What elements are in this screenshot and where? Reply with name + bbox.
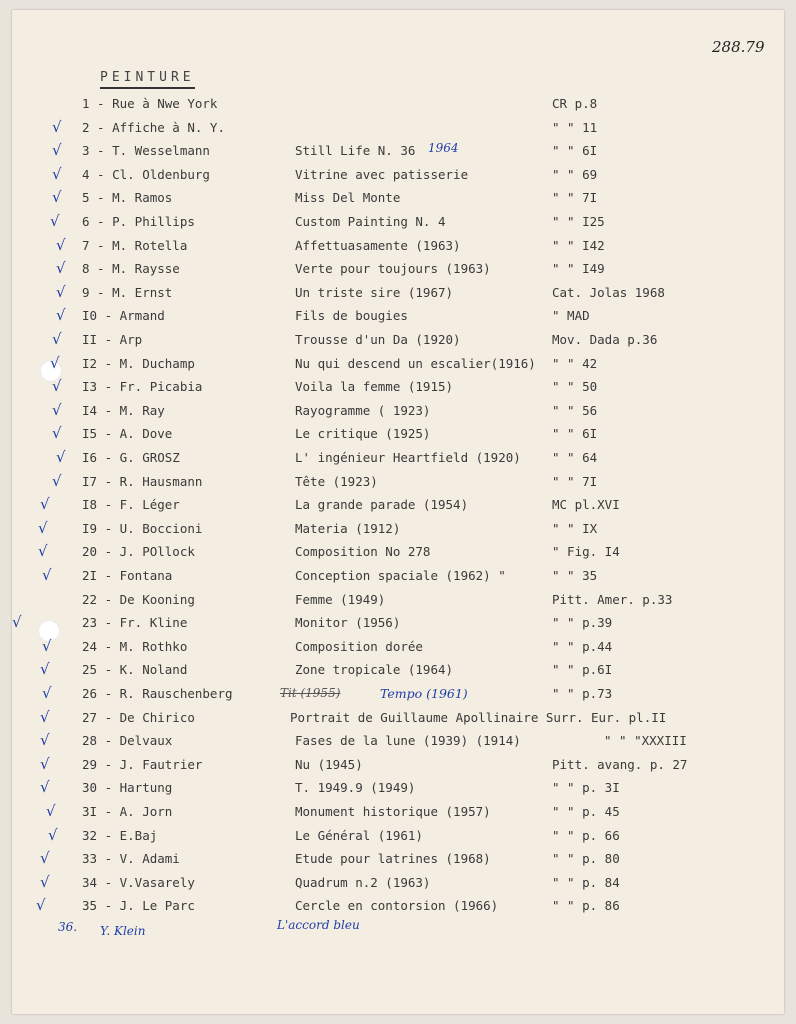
artist-name: 28 - Delvaux [82,733,173,749]
source-reference: " " 11 [552,119,598,135]
check-mark: √ [36,896,46,915]
list-item [12,143,784,167]
handwritten-item-36-title: L'accord bleu [277,918,360,932]
artist-name: 25 - K. Noland [82,662,188,678]
list-item [12,214,784,238]
check-mark: √ [52,424,62,443]
check-mark: √ [40,754,50,773]
artist-name: 29 - J. Fautrier [82,756,203,772]
list-item [12,261,784,285]
source-reference: Pitt. Amer. p.33 [552,591,673,607]
source-reference: " " 64 [552,450,598,465]
source-reference: Mov. Dada p.36 [552,332,658,347]
artwork-title: Tempo (1961) [380,686,468,701]
source-reference: " " p.39 [552,615,613,631]
artwork-title: La grande parade (1954) [295,497,469,513]
check-mark: √ [46,802,56,820]
source-reference: " " 6I [552,426,598,442]
artist-name: 26 - R. Rauschenberg [82,686,233,701]
list-item [12,780,784,804]
artist-name: 5 - M. Ramos [82,190,173,206]
check-mark: √ [40,495,50,514]
artwork-title: Verte pour toujours (1963) [295,261,491,277]
check-mark: √ [50,212,60,230]
artist-name: 1 - Rue à Nwe York [82,96,218,111]
artwork-title: Trousse d'un Da (1920) [295,332,461,347]
artwork-title: Quadrum n.2 (1963) [295,874,431,890]
list-item [12,332,784,356]
check-mark: √ [48,825,58,844]
check-mark: √ [52,141,62,160]
list-item [12,544,784,568]
artist-name: 20 - J. POllock [82,544,195,560]
artwork-title: Nu qui descend un escalier(1916) [295,355,536,371]
list-item [12,733,784,757]
handwritten-year-wesselmann: 1964 [428,141,459,155]
list-item [12,686,784,710]
artist-name: 6 - P. Phillips [82,214,195,229]
check-mark: √ [50,353,60,372]
list-item [12,471,784,498]
artwork-title: Monument historique (1957) [295,804,491,819]
artist-name: 2I - Fontana [82,568,173,583]
check-mark: √ [12,613,22,632]
list-item [12,190,784,214]
check-mark: √ [52,377,62,396]
source-reference: " " p.6I [552,662,613,678]
list-item [12,497,784,521]
list-item [12,117,784,144]
artwork-title: Le Général (1961) [295,827,423,843]
source-reference: " " 6I [552,143,598,159]
artwork-title: Le critique (1925) [295,426,431,442]
artist-name: I2 - M. Duchamp [82,355,195,371]
check-mark: √ [56,282,66,301]
check-mark: √ [40,660,50,679]
artist-name: 32 - E.Baj [82,827,158,843]
artwork-title: Tête (1923) [295,473,378,489]
artist-name: I0 - Armand [82,308,165,324]
check-mark: √ [52,117,62,136]
check-mark: √ [42,684,52,702]
list-item [12,450,784,474]
list-item [12,164,784,191]
check-mark: √ [42,636,52,655]
check-mark: √ [40,707,50,726]
source-reference: " " p.73 [552,686,613,701]
check-mark: √ [38,542,48,561]
source-reference: " " I42 [552,237,605,253]
check-mark: √ [38,518,48,537]
artwork-title: Vitrine avec patisserie [295,166,469,182]
check-mark: √ [42,566,52,584]
source-reference: " " IX [552,520,598,536]
artwork-title: Fils de bougies [295,308,408,324]
artwork-title: Nu (1945) [295,756,363,772]
artwork-title: Composition dorée [295,638,423,654]
artist-name: 3 - T. Wesselmann [82,143,210,159]
list-item [12,518,784,545]
artist-name: I9 - U. Boccioni [82,520,203,536]
source-reference: " " p.44 [552,638,613,654]
check-mark: √ [56,306,66,325]
artist-name: 23 - Fr. Kline [82,615,188,631]
check-mark: √ [52,164,62,183]
artwork-title: Rayogramme ( 1923) [295,402,431,418]
artwork-title: Femme (1949) [295,591,386,607]
check-mark: √ [40,731,50,750]
list-item [12,754,784,781]
source-reference: " " p. 45 [552,804,620,819]
list-item [12,662,784,686]
artist-name: I6 - G. GROSZ [82,450,180,465]
artist-name: I3 - Fr. Picabia [82,379,203,395]
list-item [12,592,784,616]
source-reference: " " 50 [552,379,598,395]
artist-name: 27 - De Chirico [82,709,195,725]
artwork-title: Voila la femme (1915) [295,379,454,395]
artwork-title: Portrait de Guillaume Apollinaire Surr. Eur. pl.II [290,709,667,725]
artwork-title: Fases de la lune (1939) (1914) [295,733,521,749]
source-reference: " " I49 [552,261,605,277]
artist-name: 35 - J. Le Parc [82,898,195,914]
artist-name: 34 - V.Vasarely [82,874,195,890]
source-reference: " Fig. I4 [552,544,620,560]
artwork-title: L' ingénieur Heartfield (1920) [295,450,521,465]
artwork-title: Etude pour latrines (1968) [295,851,491,867]
list-item [12,898,784,922]
check-mark: √ [52,188,62,207]
source-reference: " " p. 3I [552,780,620,796]
artwork-title: Conception spaciale (1962) " [295,568,506,583]
check-mark: √ [52,471,62,490]
check-mark: √ [56,448,66,466]
artist-name: 4 - Cl. Oldenburg [82,166,210,182]
list-item [12,353,784,380]
check-mark: √ [40,872,50,891]
artist-name: I7 - R. Hausmann [82,473,203,489]
list-item [12,400,784,427]
source-reference: " " "XXXIII [604,733,687,749]
source-reference: " " 7I [552,190,598,206]
artwork-title: Custom Painting N. 4 [295,214,446,229]
artist-name: 9 - M. Ernst [82,284,173,300]
artwork-title: Zone tropicale (1964) [295,662,454,678]
artwork-title: Materia (1912) [295,520,401,536]
source-reference: " " 35 [552,568,598,583]
source-reference: Cat. Jolas 1968 [552,284,665,300]
artwork-title: T. 1949.9 (1949) [295,780,416,796]
artist-name: 33 - V. Adami [82,851,180,867]
artwork-title: Monitor (1956) [295,615,401,631]
list-item [12,636,784,663]
list-item [12,872,784,899]
artist-name: 3I - A. Jorn [82,804,173,819]
artist-name: I8 - F. Léger [82,497,180,513]
artwork-title: Still Life N. 36 [295,143,416,159]
source-reference: " " 42 [552,355,598,371]
source-reference: " " 7I [552,473,598,489]
handwritten-item-36-artist: Y. Klein [100,924,146,938]
list-item [12,96,784,120]
source-reference: Pitt. avang. p. 27 [552,756,688,772]
check-mark: √ [56,235,66,254]
source-reference: " " 56 [552,402,598,418]
artist-name: I4 - M. Ray [82,402,165,418]
artist-name: II - Arp [82,332,143,347]
handwritten-item-36-number: 36. [58,920,78,934]
source-reference: " " p. 80 [552,851,620,867]
check-mark: √ [40,849,50,868]
list-item [12,379,784,403]
list-item [12,707,784,734]
check-mark: √ [52,330,62,348]
check-mark: √ [56,259,66,278]
source-reference: " " 69 [552,166,598,182]
source-reference: " MAD [552,308,590,324]
source-reference: " " p. 66 [552,827,620,843]
artist-name: 30 - Hartung [82,780,173,796]
artist-name: 22 - De Kooning [82,591,195,607]
artwork-title: Composition No 278 [295,544,431,560]
artist-name: 2 - Affiche à N. Y. [82,119,225,135]
artwork-title: Cercle en contorsion (1966) [295,898,499,914]
reference-number: 288.79 [712,38,765,56]
artwork-title: Un triste sire (1967) [295,284,454,300]
list-item [12,426,784,450]
check-mark: √ [52,400,62,419]
source-reference: " " p. 84 [552,874,620,890]
list-item [12,282,784,309]
document-page [12,10,784,1014]
check-mark: √ [40,778,50,797]
artist-name: 24 - M. Rothko [82,638,188,654]
artwork-title: Miss Del Monte [295,190,401,206]
source-reference: CR p.8 [552,96,598,111]
struck-title-rauschenberg: Tit (1955) [280,686,341,700]
list-item [12,825,784,852]
artwork-title: Affettuasamente (1963) [295,237,461,253]
artist-name: I5 - A. Dove [82,426,173,442]
list-item [12,235,784,262]
source-reference: " " p. 86 [552,898,620,914]
artist-name: 7 - M. Rotella [82,237,188,253]
artist-name: 8 - M. Raysse [82,261,180,277]
list-item [12,615,784,639]
list-item [12,804,784,828]
page-heading: PEINTURE [100,70,195,89]
list-item [12,851,784,875]
source-reference: MC pl.XVI [552,497,620,513]
list-item [12,568,784,592]
source-reference: " " I25 [552,214,605,229]
list-item [12,308,784,332]
